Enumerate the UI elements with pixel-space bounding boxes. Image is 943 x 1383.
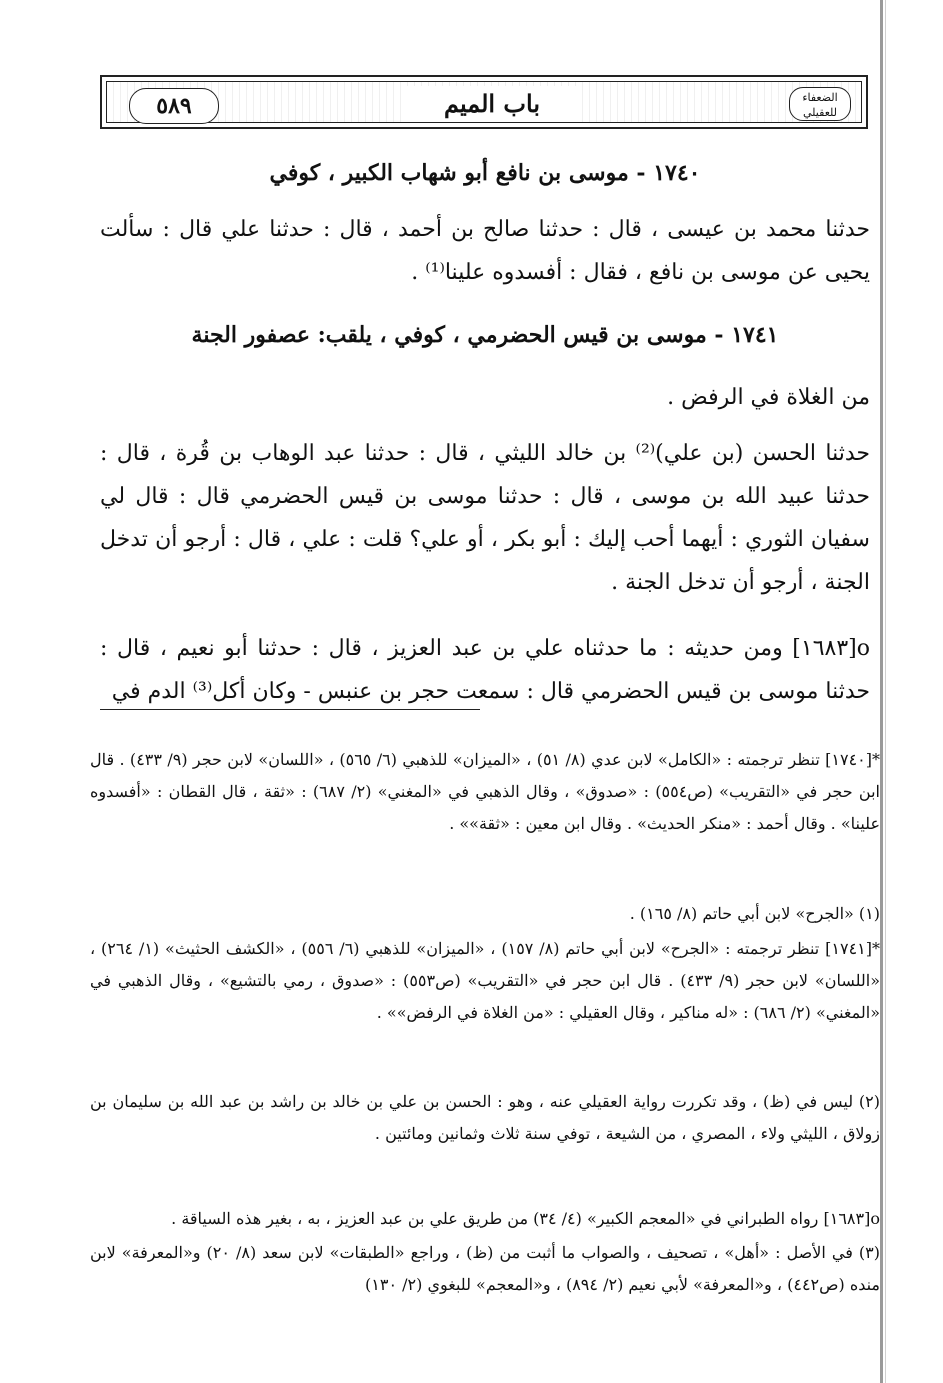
entry-1741-paragraph-1: من الغلاة في الرفض . bbox=[667, 385, 870, 410]
footnote-2: (٢) ليس في (ظ) ، وقد تكررت رواية العقيلي عنه ، وهو : الحسن بن علي بن خالد بن راشد بن عبد الله بن سليمان بن زولاق ، الليثي ولاء ، المصري ، من الشيعة ، توفي سنة ثلاث وثمانين ومائتين . bbox=[90, 1092, 880, 1143]
footnote-3: (٣) في الأصل : «أهل» ، تصحيف ، والصواب ما أثبت من (ظ) ، وراجع «الطبقات» لابن سعد (٨/ ٢٠) و«المعرفة» لابن منده (ص٤٤٢) ، و«المعرفة» لأبي نعيم (٢/ ٨٩٤) ، و«المعجم» للبغوي (٢/ ١٣٠) bbox=[90, 1243, 881, 1294]
header-ornament bbox=[106, 81, 862, 123]
footnote-1741: *[١٧٤١] تنظر ترجمته : «الجرح» لابن أبي حاتم (٨/ ١٥٧) ، «الميزان» للذهبي (٦/ ٥٥٦) ، «الكشف الحثيث» (١/ ٢٦٤) ، «اللسان» لابن حجر (٩/ ٤٣٣) . قال ابن حجر في «التقريب» (ص٥٥٣) : «صدوق ، رمي بالتشيع» ، وقال الذهبي في «المغني» (٢/ ٦٨٦) : «له مناكير ، وقال العقيلي : «من الغلاة في الرفض»» . bbox=[90, 939, 881, 1022]
footnote-separator bbox=[100, 709, 480, 710]
hadith-1683-paragraph: o[١٦٨٣] ومن حديثه : ما حدثناه علي بن عبد العزيز ، قال : حدثنا أبو نعيم ، قال : حدثنا موسى بن قيس الحضرمي قال : سمعت حجر بن عنبس - وكان أكل⁽³⁾ الدم في bbox=[100, 636, 870, 704]
book-logo-line2: للعقيلي bbox=[803, 106, 837, 119]
book-logo bbox=[789, 87, 851, 121]
entry-1740-paragraph: حدثنا محمد بن عيسى ، قال : حدثنا صالح بن أحمد ، قال : حدثنا علي قال : سألت يحيى عن موسى بن نافع ، فقال : أفسدوه علينا⁽¹⁾ . bbox=[100, 217, 870, 285]
footnote-1683: o[١٦٨٣] رواه الطبراني في «المعجم الكبير» (٤/ ٣٤) من طريق علي بن عبد العزيز ، به ، بغير هذه السياقة . bbox=[171, 1209, 880, 1228]
footnote-1740: *[١٧٤٠] تنظر ترجمته : «الكامل» لابن عدي (٨/ ٥١) ، «الميزان» للذهبي (٦/ ٥٦٥) ، «اللسان» لابن حجر (٩/ ٤٣٣) . قال ابن حجر في «التقريب» (ص٥٥٤) : «صدوق» ، وقال الذهبي في «المغني» (٢/ ٦٨٧) : «ثقة ، قال القطان : «أفسدوه علينا» . وقال أحمد : «منكر الحديث» . وقال ابن معين : «ثقة»» . bbox=[90, 750, 881, 833]
page-header bbox=[100, 75, 868, 129]
page-edge bbox=[880, 0, 883, 1383]
page-number: ٥٨٩ bbox=[129, 88, 219, 124]
book-logo-line1: الضعفاء bbox=[802, 91, 838, 104]
page-edge-shadow bbox=[885, 0, 886, 1383]
entry-1740-title: ١٧٤٠ - موسى بن نافع أبو شهاب الكبير ، كوفي bbox=[269, 160, 701, 186]
footnote-1: (١) «الجرح» لابن أبي حاتم (٨/ ١٦٥) . bbox=[629, 904, 880, 923]
chapter-title: باب الميم bbox=[407, 86, 577, 122]
entry-1741-title: ١٧٤١ - موسى بن قيس الحضرمي ، كوفي ، يلقب: عصفور الجنة bbox=[191, 322, 779, 348]
entry-1741-paragraph-2: حدثنا الحسن (بن علي)⁽²⁾ بن خالد الليثي ، قال : حدثنا عبد الوهاب بن قُرة ، قال : حدثنا عبيد الله بن موسى ، قال : حدثنا موسى بن قيس الحضرمي قال : قال لي سفيان الثوري : أيهما أحب إليك : أبو بكر ، أو علي؟ قلت : علي ، قال : أرجو أن تدخل الجنة ، أرجو أن تدخل الجنة . bbox=[100, 441, 870, 595]
